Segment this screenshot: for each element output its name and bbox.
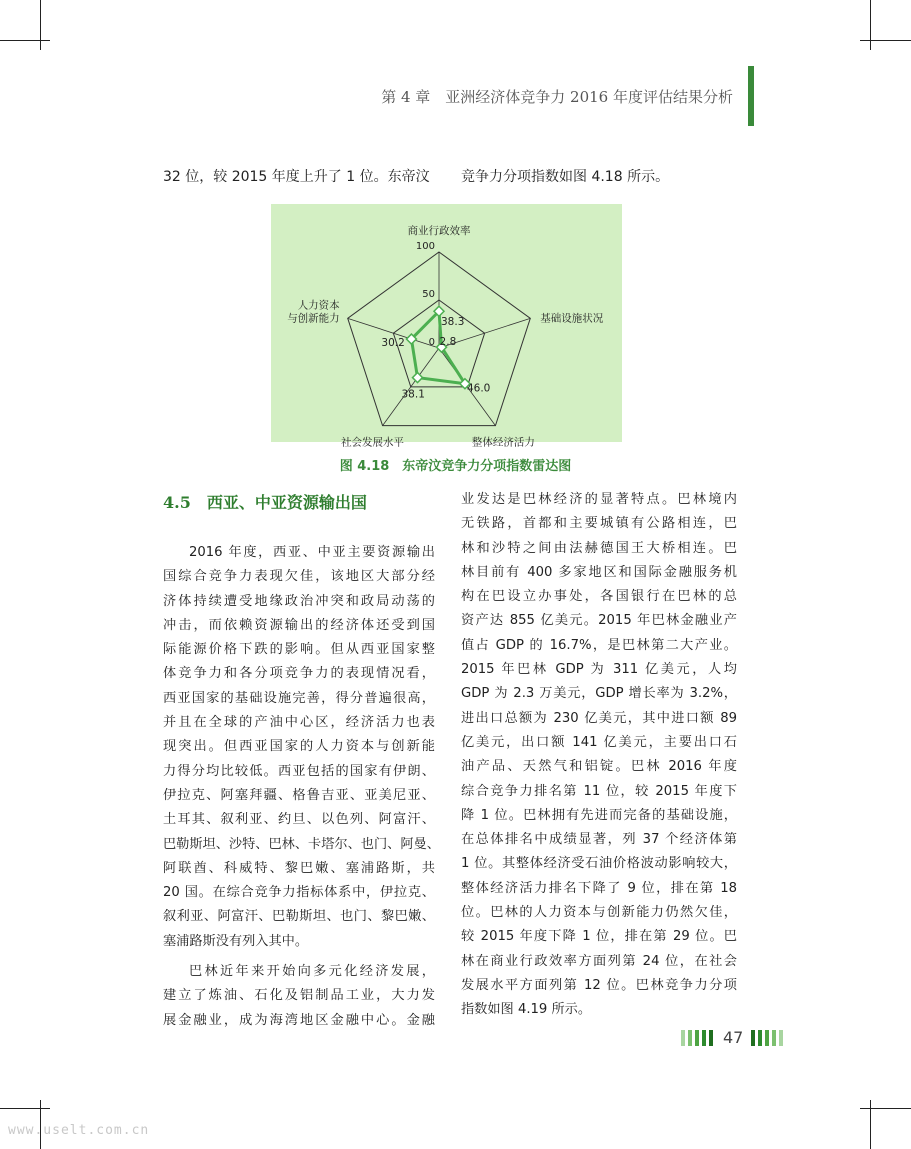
text-line: 林目前有 400 多家地区和国际金融服务机 bbox=[461, 564, 737, 580]
text-line: 林在商业行政效率方面列第 24 位，在社会 bbox=[461, 953, 737, 969]
radar-value-label: 2.8 bbox=[439, 336, 457, 349]
text-line: 较 2015 年度下降 1 位，排在第 29 位。巴 bbox=[461, 929, 737, 945]
text-line: 展金融业，成为海湾地区金融中心。金融 bbox=[163, 1012, 435, 1028]
text-line: 发展水平方面列第 12 位。巴林竞争力分项 bbox=[461, 977, 737, 993]
text-line: 降 1 位。巴林拥有先进而完备的基础设施， bbox=[461, 807, 737, 823]
radar-axis-label: 基础设施状况 bbox=[540, 312, 604, 325]
radar-chart bbox=[271, 204, 622, 449]
text-line: 国综合竞争力表现欠佳，该地区大部分经 bbox=[163, 569, 435, 585]
text-line: 业发达是巴林经济的显著特点。巴林境内 bbox=[461, 492, 737, 507]
text-line: 构在巴设立办事处，各国银行在巴林的总 bbox=[461, 589, 737, 605]
radar-point bbox=[413, 373, 423, 383]
right-column-text bbox=[461, 488, 737, 1023]
radar-axis-label: 社会发展水平 bbox=[341, 436, 405, 449]
text-line: 并且在全球的产油中心区，经济活力也表 bbox=[163, 715, 435, 731]
crop-mark bbox=[860, 1108, 911, 1109]
page-number-bar bbox=[765, 1030, 769, 1046]
text-line: 巴林近年来开始向多元化经济发展， bbox=[189, 964, 435, 980]
radar-axis-label: 人力资本 bbox=[297, 299, 340, 312]
watermark: www.uselt.com.cn bbox=[8, 1123, 150, 1138]
text-line: 际能源价格下跌的影响。但从西亚国家整 bbox=[163, 642, 435, 658]
page-number-bar bbox=[681, 1030, 685, 1046]
text-line: 伊拉克、阿塞拜疆、格鲁吉亚、亚美尼亚、 bbox=[163, 787, 435, 803]
radar-value-label: 38.3 bbox=[441, 316, 465, 329]
text-line: 无铁路，首都和主要城镇有公路相连，巴 bbox=[461, 516, 737, 532]
text-line: 在总体排名中成绩显著，列 37 个经济体第 bbox=[461, 832, 737, 848]
text-line: 叙利亚、阿富汗、巴勒斯坦、也门、黎巴嫩、 bbox=[163, 909, 435, 925]
text-line: 油产品、天然气和铝锭。巴林 2016 年度 bbox=[461, 759, 737, 775]
text-line: 2016 年度，西亚、中亚主要资源输出 bbox=[189, 545, 435, 560]
text-line: 阿联酋、科威特、黎巴嫩、塞浦路斯，共 bbox=[163, 860, 435, 876]
text-line: 体竞争力和各分项竞争力的表现情况看， bbox=[163, 666, 435, 682]
page-number-bar bbox=[688, 1030, 692, 1046]
crop-mark bbox=[0, 1108, 50, 1109]
radar-axis-label: 商业行政效率 bbox=[407, 225, 471, 237]
radar-axis-label: 与创新能力 bbox=[287, 312, 340, 325]
page-number-bar bbox=[695, 1030, 699, 1046]
text-line: 力得分均比较低。西亚包括的国家有伊朗、 bbox=[163, 763, 435, 779]
text-line: 现突出。但西亚国家的人力资本与创新能 bbox=[163, 739, 435, 755]
text-line: 冲击，而依赖资源输出的经济体还受到国 bbox=[163, 617, 435, 633]
radar-tick-label: 100 bbox=[415, 241, 435, 252]
page-number-bar bbox=[772, 1030, 776, 1046]
text-line: 西亚国家的基础设施完善，得分普遍很高， bbox=[163, 690, 435, 706]
radar-axis-label: 整体经济活力 bbox=[471, 436, 535, 449]
text-line: 1 位。其整体经济受石油价格波动影响较大， bbox=[461, 856, 737, 872]
radar-tick-label: 0 bbox=[428, 337, 435, 348]
crop-mark bbox=[0, 40, 50, 41]
text-line: 进出口总额为 230 亿美元，其中进口额 89 bbox=[461, 710, 737, 726]
text-line: 亿美元，出口额 141 亿美元，主要出口石 bbox=[461, 734, 737, 750]
text-line: 济体持续遭受地缘政治冲突和政局动荡的 bbox=[163, 593, 435, 609]
figure-caption: 图 4.18 东帝汶竞争力分项指数雷达图 bbox=[339, 459, 572, 474]
running-header: 第 4 章 亚洲经济体竞争力 2016 年度评估结果分析 bbox=[381, 88, 733, 106]
text-line: 资产达 855 亿美元。2015 年巴林金融业产 bbox=[461, 613, 737, 629]
text-line: 林和沙特之间由法赫德国王大桥相连。巴 bbox=[461, 540, 737, 556]
text-line: 值占 GDP 的 16.7%，是巴林第二大产业。 bbox=[461, 637, 737, 653]
radar-chart-figure bbox=[271, 204, 622, 449]
radar-tick-label: 50 bbox=[422, 289, 435, 300]
text-line: GDP 为 2.3 万美元，GDP 增长率为 3.2%， bbox=[461, 686, 737, 702]
text-line: 位。巴林的人力资本与创新能力仍然欠佳， bbox=[461, 905, 737, 921]
section-heading: 4.5 西亚、中亚资源输出国 bbox=[163, 493, 367, 512]
text-line: 建立了炼油、石化及铝制品工业，大力发 bbox=[163, 988, 435, 1004]
page-number-bar bbox=[702, 1030, 706, 1046]
page-number: 47 bbox=[723, 1028, 744, 1047]
radar-value-label: 46.0 bbox=[466, 382, 491, 395]
text-line: 土耳其、叙利亚、约旦、以色列、阿富汗、 bbox=[163, 812, 435, 828]
crop-mark bbox=[40, 0, 41, 50]
crop-mark bbox=[870, 0, 871, 50]
continued-text-left: 32 位，较 2015 年度上升了 1 位。东帝汶 bbox=[163, 169, 430, 185]
text-line: 指数如图 4.19 所示。 bbox=[461, 1002, 592, 1018]
continued-text-right: 竞争力分项指数如图 4.18 所示。 bbox=[461, 169, 670, 185]
text-line: 巴勒斯坦、沙特、巴林、卡塔尔、也门、阿曼、 bbox=[163, 836, 440, 852]
page-number-bar bbox=[751, 1030, 755, 1046]
page-number-bar bbox=[779, 1030, 783, 1046]
page-number-bar bbox=[758, 1030, 762, 1046]
crop-mark bbox=[860, 40, 911, 41]
text-line: 20 国。在综合竞争力指标体系中，伊拉克、 bbox=[163, 885, 435, 901]
page-number-bar bbox=[709, 1030, 713, 1046]
header-accent-bar bbox=[748, 66, 754, 126]
text-line: 综合竞争力排名第 11 位，较 2015 年度下 bbox=[461, 783, 737, 799]
text-line: 2015 年巴林 GDP 为 311 亿美元，人均 bbox=[461, 662, 737, 678]
radar-value-label: 38.1 bbox=[401, 388, 425, 401]
left-column-text bbox=[163, 541, 440, 1033]
text-line: 塞浦路斯没有列入其中。 bbox=[163, 933, 309, 949]
radar-value-label: 30.2 bbox=[381, 337, 405, 350]
text-line: 整体经济活力排名下降了 9 位，排在第 18 bbox=[461, 880, 737, 896]
